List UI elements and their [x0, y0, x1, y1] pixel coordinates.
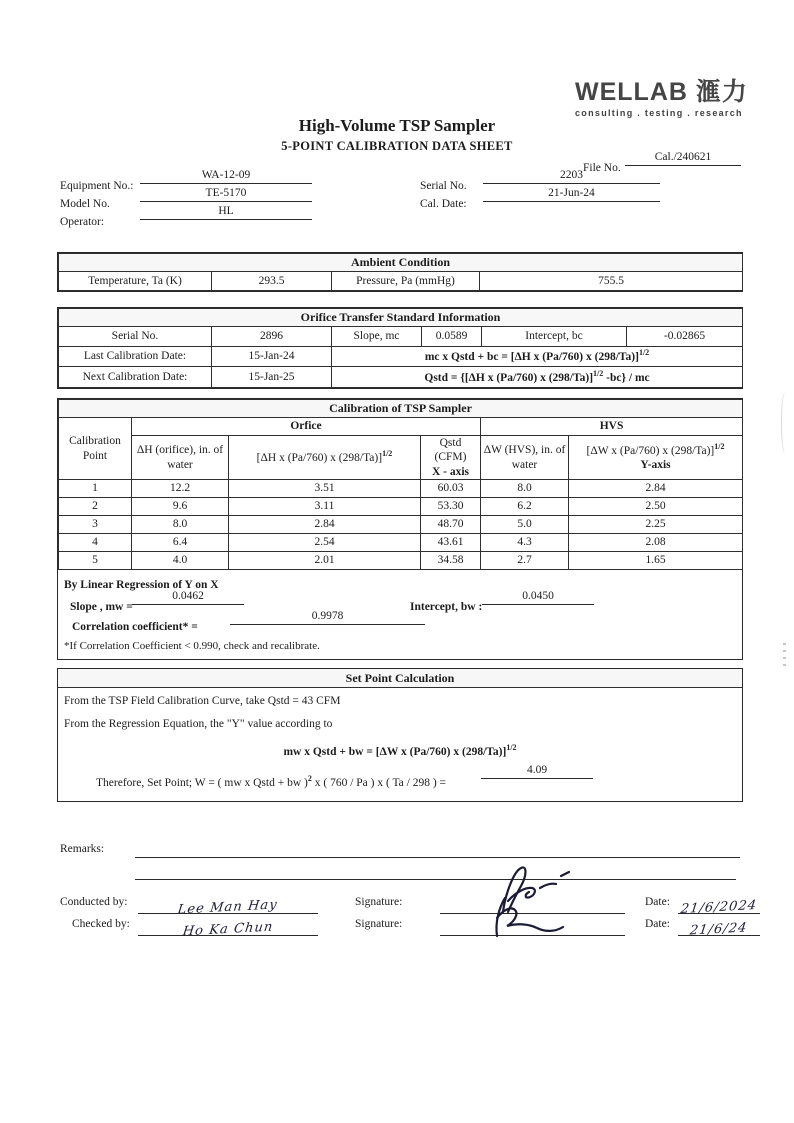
conducted-by-label: Conducted by: — [60, 896, 128, 908]
col-header-dh-formula: [ΔH x (Pa/760) x (298/Ta)]$^{1/2}$ — [229, 436, 421, 480]
intercept-bw-label: Intercept, bw : — [410, 601, 483, 613]
table-row: 3 8.0 2.84 48.70 5.0 2.25 — [59, 516, 743, 534]
set-point-formula: mw x Qstd + bw = [ΔW x (Pa/760) x (298/Ta)]$^{1/2}$ — [283, 743, 517, 758]
intercept-bc-value: -0.02865 — [627, 327, 743, 347]
orifice-std-title: Orifice Transfer Standard Information — [59, 309, 743, 327]
orifice-serial-label: Serial No. — [59, 327, 212, 347]
last-cal-date-value: 15-Jan-24 — [212, 347, 332, 367]
col-header-dh: ΔH (orifice), in. of water — [132, 436, 229, 480]
cal-date-label: Cal. Date: — [420, 198, 467, 210]
slope-mc-value: 0.0589 — [422, 327, 482, 347]
col-group-orifice: Orfice — [132, 418, 481, 436]
scan-artifact — [783, 643, 786, 667]
date-label-2: Date: — [645, 918, 670, 930]
date-label-1: Date: — [645, 896, 670, 908]
last-cal-date-label: Last Calibration Date: — [59, 347, 212, 367]
checked-by-name-line — [138, 919, 318, 940]
file-no-label: File No. — [583, 162, 621, 174]
pressure-value: 755.5 — [480, 272, 743, 291]
remarks-line-2 — [135, 864, 736, 880]
checked-signature — [445, 894, 615, 938]
ambient-condition-table — [57, 252, 743, 292]
orifice-serial-value: 2896 — [212, 327, 332, 347]
conducted-date: 21/6/2024 — [679, 898, 759, 917]
logo-tagline: consulting . testing . research — [575, 108, 743, 118]
set-point-section — [57, 668, 743, 802]
document-subtitle: 5-POINT CALIBRATION DATA SHEET — [281, 139, 513, 153]
set-point-line-1: From the TSP Field Calibration Curve, take Qstd = 43 CFM — [64, 695, 341, 707]
date-line-1 — [678, 898, 760, 917]
orifice-formula-2: Qstd = {[ΔH x (Pa/760) x (298/Ta)]$^{1/2}$ -bc} / mc — [332, 367, 743, 388]
col-header-qstd: Qstd (CFM) X - axis — [421, 436, 481, 480]
table-row: 1 12.2 3.51 60.03 8.0 2.84 — [59, 480, 743, 498]
signature-label-1: Signature: — [355, 896, 403, 908]
intercept-bc-label: Intercept, bc — [482, 327, 627, 347]
col-header-dw-formula: [ΔW x (Pa/760) x (298/Ta)]$^{1/2}$ Y-axis — [569, 436, 743, 480]
document-title: High-Volume TSP Sampler — [298, 116, 496, 135]
model-no-value: TE-5170 — [140, 185, 312, 202]
date-line-2 — [678, 920, 760, 939]
calibration-table — [58, 399, 743, 570]
slope-mc-label: Slope, mc — [332, 327, 422, 347]
remarks-label: Remarks: — [60, 843, 105, 855]
ambient-title: Ambient Condition — [59, 254, 743, 272]
serial-no-value: 2203 — [483, 167, 660, 184]
regression-title: By Linear Regression of Y on X — [64, 579, 219, 591]
set-point-result-value: 4.09 — [481, 762, 593, 779]
model-no-label: Model No. — [60, 198, 110, 210]
equipment-no-label: Equipment No.: — [60, 180, 134, 192]
next-cal-date-label: Next Calibration Date: — [59, 367, 212, 388]
table-row: 2 9.6 3.11 53.30 6.2 2.50 — [59, 498, 743, 516]
set-point-result-line: Therefore, Set Point; W = ( mw x Qstd + bw )$^2$ x ( 760 / Pa ) x ( Ta / 298 ) = — [96, 774, 447, 789]
calibration-title: Calibration of TSP Sampler — [59, 400, 743, 418]
regression-footnote: *If Correlation Coefficient < 0.990, check and recalibrate. — [64, 640, 320, 652]
pressure-label: Pressure, Pa (mmHg) — [332, 272, 480, 291]
file-no-value: Cal./240621 — [625, 149, 741, 166]
checked-date: 21/6/24 — [689, 920, 749, 939]
slope-mw-value: 0.0462 — [132, 588, 244, 605]
operator-value: HL — [140, 203, 312, 220]
cal-date-value: 21-Jun-24 — [483, 185, 660, 202]
correlation-value: 0.9978 — [230, 608, 425, 625]
slope-mw-label: Slope , mw = — [70, 601, 133, 613]
set-point-title: Set Point Calculation — [58, 669, 742, 688]
orifice-formula-1: mc x Qstd + bc = [ΔH x (Pa/760) x (298/Ta)]$^{1/2}$ — [332, 347, 743, 367]
intercept-bw-value: 0.0450 — [482, 588, 594, 605]
conducted-by-name-line — [138, 897, 318, 918]
col-group-hvs: HVS — [481, 418, 743, 436]
set-point-line-2: From the Regression Equation, the "Y" value according to — [64, 718, 333, 730]
signature-label-2: Signature: — [355, 918, 403, 930]
correlation-label: Correlation coefficient* = — [72, 621, 198, 633]
col-header-calibration-point: Calibration Point — [59, 418, 132, 480]
scan-artifact — [781, 392, 789, 454]
operator-label: Operator: — [60, 216, 105, 228]
remarks-line-1 — [135, 842, 740, 858]
col-header-dw: ΔW (HVS), in. of water — [481, 436, 569, 480]
next-cal-date-value: 15-Jan-25 — [212, 367, 332, 388]
checked-by-label: Checked by: — [72, 918, 130, 930]
table-row: 5 4.0 2.01 34.58 2.7 1.65 — [59, 552, 743, 570]
logo-brand-text: WELLAB 滙力 — [575, 78, 748, 106]
checked-by-name: Ho Ka Chun — [181, 919, 275, 940]
temperature-label: Temperature, Ta (K) — [59, 272, 212, 291]
table-row: 4 6.4 2.54 43.61 4.3 2.08 — [59, 534, 743, 552]
wellab-logo — [575, 80, 755, 118]
orifice-standard-table — [57, 307, 743, 389]
conducted-by-name: Lee Man Hay — [177, 897, 279, 918]
calibration-section — [57, 398, 743, 660]
temperature-value: 293.5 — [212, 272, 332, 291]
equipment-no-value: WA-12-09 — [140, 167, 312, 184]
serial-no-label: Serial No. — [420, 180, 467, 192]
